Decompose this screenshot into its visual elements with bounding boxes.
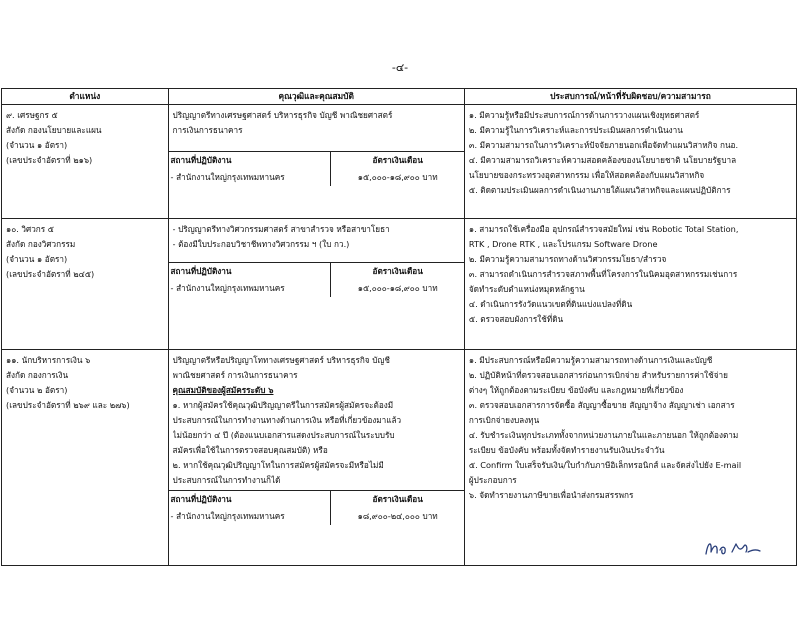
position-count: (จำนวน ๑ อัตรา) [6, 254, 68, 264]
experience-line: ๕. Confirm ใบเสร็จรับเงิน/ใบกำกับภาษีอิเล็กทรอนิกส์ และจัดส่งไปยัง E-mail [468, 460, 742, 470]
table-row [2, 219, 797, 350]
experience-line: ๑. มีความรู้หรือมีประสบการณ์การด้านการวางแผนเชิงยุทธศาสตร์ [468, 110, 700, 120]
table-row [2, 105, 797, 219]
experience-line: ๖. จัดทำรายงานภาษีขายเพื่อนำส่งกรมสรรพกร [468, 490, 634, 500]
experience-line: ๓. ตรวจสอบเอกสารการจัดซื้อ สัญญาซื้อขาย สัญญาจ้าง สัญญาเช่า เอกสาร [468, 400, 735, 410]
qualification-line: ประสบการณ์ในการทำงานทางด้านการเงิน หรือที่เกี่ยวข้องมาแล้ว [172, 415, 402, 425]
position-number: (เลขประจำอัตราที่ ๒๑๖) [6, 155, 93, 165]
page-number: -๔- [391, 61, 409, 74]
qualification-line: ไม่น้อยกว่า ๔ ปี (ต้องแนบเอกสารแสดงประสบการณ์ในระบบรับ [172, 430, 395, 440]
qualification-line: - ปริญญาตรีทางวิศวกรรมศาสตร์ สาขาสำรวจ หรือสาขาโยธา [172, 224, 390, 234]
experience-line: ๔. รับชำระเงินทุกประเภททั้งจากหน่วยงานภายในและภายนอก ให้ถูกต้องตาม [468, 430, 739, 440]
workplace-salary-table [169, 262, 464, 297]
experience-cell [464, 219, 796, 350]
position-unit: สังกัด กองวิศวกรรม [6, 239, 76, 249]
qualification-line: ประสบการณ์ในการทำงานก็ได้ [172, 475, 281, 485]
experience-line: ๒. ปฏิบัติหน้าที่ตรวจสอบเอกสารก่อนการเบิกจ่าย สำหรับรายการค่าใช้จ่าย [468, 370, 728, 380]
position-count: (จำนวน ๒ อัตรา) [6, 385, 68, 395]
header-experience: ประสบการณ์/หน้าที่รับผิดชอบ/ความสามารถ [464, 89, 796, 105]
experience-line: ๒. มีความรู้ความสามารถทางด้านวิศวกรรมโยธา/สำรวจ [468, 254, 667, 264]
qualification-line: พาณิชยศาสตร์ การเงินการธนาคาร [172, 370, 298, 380]
qualification-line: ปริญญาตรีทางเศรษฐศาสตร์ บริหารธุรกิจ บัญชี พาณิชยศาสตร์ [172, 110, 393, 120]
experience-line: ๕. ติดตามประเมินผลการดำเนินงานภายใต้แผนวิสาหกิจและแผนปฏิบัติการ [468, 185, 731, 195]
position-unit: สังกัด กองนโยบายและแผน [6, 125, 102, 135]
qualification-line: ปริญญาตรีหรือปริญญาโททางเศรษฐศาสตร์ บริหารธุรกิจ บัญชี [172, 355, 390, 365]
qualification-heading: คุณสมบัติของผู้สมัครระดับ ๖ [172, 385, 274, 395]
experience-line: จัดทำระดับตำแหน่งหมุดหลักฐาน [468, 284, 585, 294]
position-unit: สังกัด กองการเงิน [6, 370, 69, 380]
qualification-cell [168, 219, 464, 350]
experience-cell [464, 105, 796, 219]
position-number: (เลขประจำอัตราที่ ๒๔๕) [6, 269, 95, 279]
workplace-salary-table [169, 151, 464, 186]
experience-line: ต่างๆ ให้ถูกต้องตามระเบียบ ข้อบังคับ และกฎหมายที่เกี่ยวข้อง [468, 385, 684, 395]
workplace-label: สถานที่ปฏิบัติงาน [169, 263, 331, 281]
experience-line: ระเบียบ ข้อบังคับ พร้อมทั้งจัดทำรายงานรับเงินประจำวัน [468, 445, 665, 455]
position-cell [2, 219, 169, 350]
header-position: ตำแหน่ง [2, 89, 169, 105]
salary-label: อัตราเงินเดือน [331, 263, 464, 281]
qualification-line: ๑. หากผู้สมัครใช้คุณวุฒิปริญญาตรีในการสมัครผู้สมัครจะต้องมี [172, 400, 394, 410]
qualification-line: ๒. หากใช้คุณวุฒิปริญญาโทในการสมัครผู้สมัครจะมีหรือไม่มี [172, 460, 384, 470]
experience-line: ๑. มีประสบการณ์หรือมีความรู้ความสามารถทางด้านการเงินและบัญชี [468, 355, 713, 365]
experience-line: ๒. มีความรู้ในการวิเคราะห์และการประเมินผลการดำเนินงาน [468, 125, 683, 135]
workplace-salary-table [169, 490, 464, 525]
position-title: ๑๑. นักบริหารการเงิน ๖ [6, 355, 91, 365]
salary-value: ๑๕,๐๐๐-๑๘,๙๐๐ บาท [331, 280, 464, 297]
experience-line: ๕. ตรวจสอบผังการใช้ที่ดิน [468, 314, 564, 324]
experience-line: ๓. มีความสามารถในการวิเคราะห์ปัจจัยภายนอกเพื่อจัดทำแผนวิสาหกิจ กนอ. [468, 140, 739, 150]
experience-line: ๔. มีความสามารถวิเคราะห์ความสอดคล้องของนโยบายชาติ นโยบายรัฐบาล [468, 155, 737, 165]
salary-value: ๑๕,๐๐๐-๑๘,๙๐๐ บาท [331, 169, 464, 186]
qualification-cell [168, 350, 464, 566]
header-qualification: คุณวุฒิและคุณสมบัติ [168, 89, 464, 105]
workplace-label: สถานที่ปฏิบัติงาน [169, 491, 331, 509]
qualification-cell [168, 105, 464, 219]
qualification-line: การเงินการธนาคาร [172, 125, 243, 135]
salary-label: อัตราเงินเดือน [331, 491, 464, 509]
position-count: (จำนวน ๑ อัตรา) [6, 140, 68, 150]
position-number: (เลขประจำอัตราที่ ๒๖๙ และ ๒๗๖) [6, 400, 130, 410]
workplace-label: สถานที่ปฏิบัติงาน [169, 152, 331, 170]
experience-line: RTK , Drone RTK , และโปรแกรม Software Drone [468, 239, 658, 249]
position-title: ๙. เศรษฐกร ๕ [6, 110, 58, 120]
experience-line: ๑. สามารถใช้เครื่องมือ อุปกรณ์สำรวจสมัยใหม่ เช่น Robotic Total Station, [468, 224, 739, 234]
position-table [1, 88, 797, 566]
workplace-value: - สำนักงานใหญ่กรุงเทพมหานคร [170, 172, 285, 182]
table-row [2, 350, 797, 566]
qualification-line: - ต้องมีใบประกอบวิชาชีพทางวิศวกรรม ฯ (ใบ กว.) [172, 239, 350, 249]
experience-line: ๔. ดำเนินการรังวัดแนวเขตที่ดินแบ่งแปลงที่ดิน [468, 299, 633, 309]
table-header-row [2, 89, 797, 105]
signature [702, 534, 772, 562]
workplace-value: - สำนักงานใหญ่กรุงเทพมหานคร [170, 511, 285, 521]
experience-line: ผู้ประกอบการ [468, 475, 517, 485]
experience-line: ๓. สามารถดำเนินการสำรวจสภาพพื้นที่โครงการในนิคมอุตสาหกรรมเช่นการ [468, 269, 738, 279]
position-cell [2, 105, 169, 219]
position-cell [2, 350, 169, 566]
experience-line: การเบิกจ่ายงบลงทุน [468, 415, 540, 425]
salary-value: ๑๘,๙๐๐-๒๔,๐๐๐ บาท [331, 508, 464, 525]
salary-label: อัตราเงินเดือน [331, 152, 464, 170]
workplace-value: - สำนักงานใหญ่กรุงเทพมหานคร [170, 283, 285, 293]
position-title: ๑๐. วิศวกร ๕ [6, 224, 54, 234]
experience-line: นโยบายของกระทรวงอุตสาหกรรม เพื่อให้สอดคล้องกับแผนวิสาหกิจ [468, 170, 705, 180]
qualification-line: สมัครเพื่อใช้ในการตรวจสอบคุณสมบัติ) หรือ [172, 445, 328, 455]
